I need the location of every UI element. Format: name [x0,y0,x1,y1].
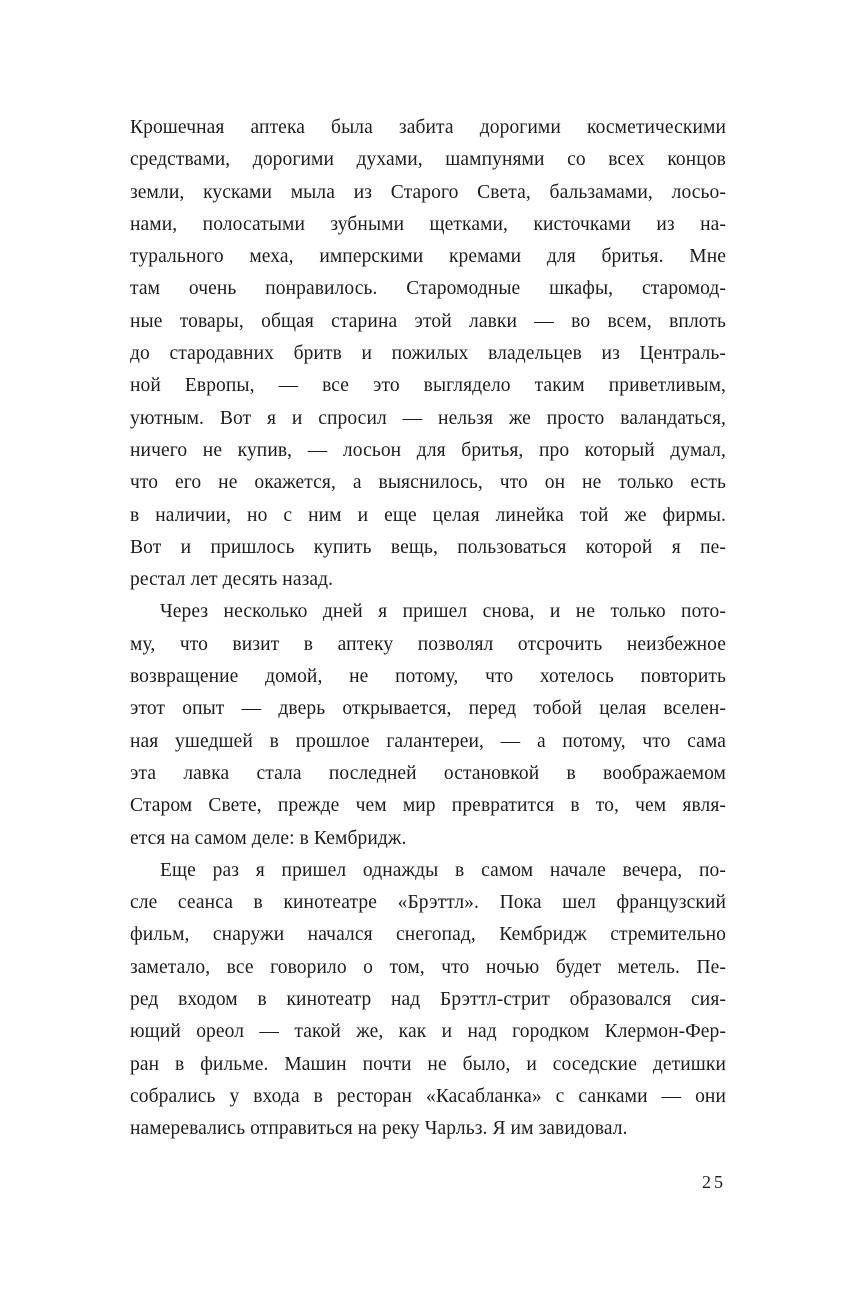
text-line: этот опыт — дверь открывается, перед тобой целая вселен- [130,698,726,720]
text-line: Крошечная аптека была забита дорогими косметическими [130,117,726,138]
text-line: Вот и пришлось купить вещь, пользоваться которой я пе- [130,536,726,558]
text-line: до стародавних бритв и пожилых владельцев из Централь- [130,343,726,365]
text-line: ется на самом деле: в Кембридж. [130,827,407,849]
text-line: нами, полосатыми зубными щетками, кисточками из на- [130,213,726,235]
text-line: Через несколько дней я пришел снова, и не только пото- [160,601,726,623]
text-line: там очень понравилось. Старомодные шкафы, старомод- [130,278,726,300]
text-line: ред входом в кинотеатр над Брэттл-стрит образовался сия- [130,989,726,1011]
text-line: средствами, дорогими духами, шампунями со всех концов [130,149,726,171]
text-line: сле сеанса в кинотеатре «Брэттл». Пока шел французский [130,892,726,914]
text-line: Старом Свете, прежде чем мир превратится в то, чем явля- [130,795,726,817]
text-line: му, что визит в аптеку позволял отсрочить неизбежное [130,633,726,655]
text-line: возвращение домой, не потому, что хотелось повторить [130,666,726,688]
text-line: собрались у входа в ресторан «Касабланка» с санками — они [130,1085,726,1107]
text-line: намеревались отправиться на реку Чарльз. Я им завидовал. [130,1118,628,1140]
text-line: ющий ореол — такой же, как и над городком Клермон-Фер- [130,1021,726,1043]
paragraph [130,112,726,596]
text-line: уютным. Вот я и спросил — нельзя же просто валандаться, [130,407,726,429]
text-line: ные товары, общая старина этой лавки — во всем, вплоть [130,310,726,332]
text-line: фильм, снаружи начался снегопад, Кембридж стремительно [130,924,726,946]
text-block [130,112,726,1146]
text-line: ная ушедшей в прошлое галантереи, — а потому, что сама [130,730,726,752]
text-line: заметало, все говорило о том, что ночью будет метель. Пе- [130,956,726,978]
text-line: земли, кусками мыла из Старого Света, бальзамами, лосьо- [130,181,726,203]
text-line: ной Европы, — все это выглядело таким приветливым, [130,375,726,397]
text-line: рестал лет десять назад. [130,569,334,591]
text-line: в наличии, но с ним и еще целая линейка той же фирмы. [130,504,726,526]
text-line: эта лавка стала последней остановкой в воображаемом [130,762,726,784]
text-line: Еще раз я пришел однажды в самом начале вечера, по- [160,859,726,881]
text-line: турального меха, имперскими кремами для бритья. Мне [130,246,726,268]
paragraph [130,855,726,1146]
text-line: ничего не купив, — лосьон для бритья, про который думал, [130,439,726,461]
page-number: 25 [702,1172,726,1192]
paragraph [130,596,726,854]
text-line: ран в фильме. Машин почти не было, и соседские детишки [130,1053,726,1075]
text-line: что его не окажется, а выяснилось, что он не только есть [130,472,726,494]
